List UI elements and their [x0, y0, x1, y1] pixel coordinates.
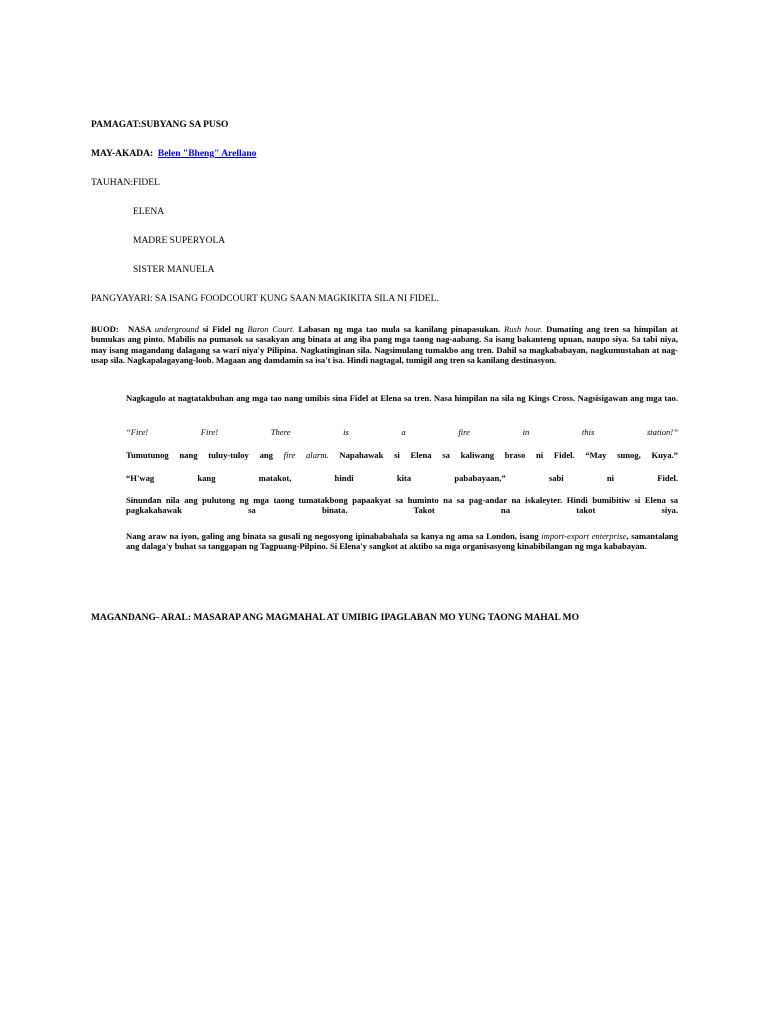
author-link[interactable]: Belen "Bheng" Arellano: [157, 149, 257, 159]
moral-lesson: MAGANDANG- ARAL: MASARAP ANG MAGMAHAL AT UMIBIG IPAGLABAN MO YUNG TAONG MAHAL MO: [91, 613, 580, 623]
summary-label: BUOD:: [91, 324, 119, 334]
character-item: MADRE SUPERYOLA: [133, 236, 226, 246]
summary-paragraph-1: NASA underground si Fidel ng Baron Court. Labasan ng mga tao mula sa kanilang pinapasukan. Rush hour. Dumating ang tren sa himpilan at bumukas ang pinto. Mabilis na pumasok sa sasakyan ang binata at ang iba pang mga taong nag-aabang. Sa isang bakanteng upuan, naupo siya. Sa tabi niya, may isang magandang dalagang sa wari niya'y Pilipina. Nagkatinginan sila. Nagsimulang tumakbo ang tren. Dahil sa magkababayan, nagkumustahan at nag-usap sila. Nagkapalagayang-loob. Magaan ang damdamin sa isa't isa. Hindi nagtagal, tumigil ang tren sa kanilang destinasyon.: [91, 324, 678, 366]
summary-paragraph-4: Tumutunog nang tuluy-tuloy ang fire alarm. Napahawak si Elena sa kaliwang braso ni Fidel. “May sunog, Kuya.”: [126, 450, 678, 460]
character-item: ELENA: [133, 207, 165, 217]
author-line: [91, 149, 256, 160]
summary-paragraph-3: “Fire! Fire! There is a fire in this station!”: [126, 427, 678, 437]
summary-paragraph-6: Sinundan nila ang pulutong ng mga taong tumatakbong papaakyat sa huminto na sa pag-andar na iskaleyter. Hindi bumibitiw si Elena sa pagkakahawak sa binata. Takot na takot siya.: [126, 495, 678, 516]
character-item: SISTER MANUELA: [133, 265, 215, 275]
title: PAMAGAT:SUBYANG SA PUSO: [91, 120, 229, 130]
summary-paragraph-5: “H'wag kang matakot, hindi kita pababayaan,” sabi ni Fidel.: [126, 473, 678, 483]
summary-paragraph-7: Nang araw na iyon, galing ang binata sa gusali ng negosyong ipinababahala sa kanya ng ama sa London, isang import-export enterprise, samantalang ang dalaga'y buhat sa tanggapan ng Tagpuang-Pilpino. Si Elena'y sangkot at aktibo sa mga organisasyong kinabibilangan ng mga kababayan.: [126, 531, 678, 552]
summary-paragraph-2: Nagkagulo at nagtatakbuhan ang mga tao nang umibis sina Fidel at Elena sa tren. Nasa himpilan na sila ng Kings Cross. Nagsisigawan ang mga tao.: [126, 393, 678, 403]
characters-label: TAUHAN:FIDEL: [91, 178, 160, 188]
setting-line: PANGYAYARI: SA ISANG FOODCOURT KUNG SAAN MAGKIKITA SILA NI FIDEL.: [91, 294, 439, 304]
author-label: MAY-AKADA:: [91, 149, 154, 159]
